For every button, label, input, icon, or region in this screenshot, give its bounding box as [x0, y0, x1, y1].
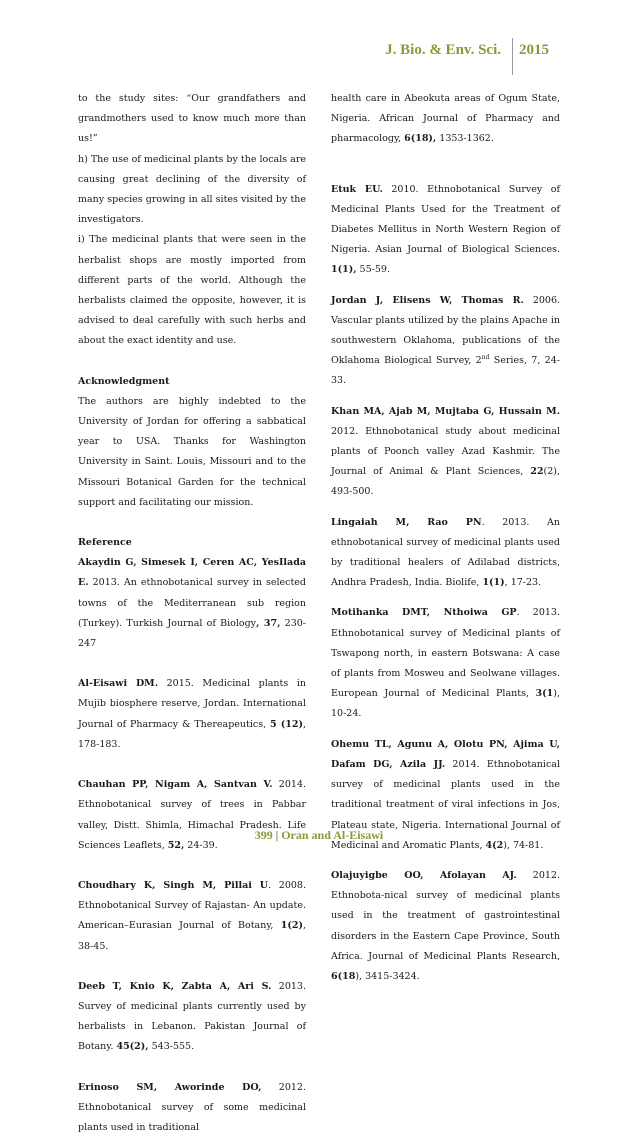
acknowledgment-heading: Acknowledgment	[78, 375, 170, 387]
reference-entry: Motihanka DMT, Nthoiwa GP. 2013. Ethnobotanical survey of Medicinal plants of Tswapong north, in eastern Botswana: A case of plants from Mosweu and Seolwane villages. European Journal of Medicinal Plants, 3(1), 10-24.	[331, 607, 560, 720]
reference-heading: Reference	[78, 537, 132, 549]
reference-continued: health care in Abeokuta areas of Ogum State, Nigeria. African Journal of Pharmacy and pharmacology, 6(18), 1353-1362.	[331, 93, 560, 145]
reference-entry: Erinoso SM, Aworinde DO, 2012. Ethnobotanical survey of some medicinal plants used in traditional	[78, 1081, 306, 1133]
point-h: h) The use of medicinal plants by the locals are causing great declining of the diversity of many species growing in all sites visited by the investigators.	[78, 153, 306, 226]
reference-entry: Olajuyigbe OO, Afolayan AJ. 2012. Ethnobota-nical survey of medicinal plants used in the treatment of gastrointestinal disorders in the Eastern Cape Province, South Africa. Journal of Medicinal Plants Research, 6(18), 3415-3424.	[331, 869, 560, 982]
page-footer	[0, 828, 638, 843]
intro-text: to the study sites: “Our grandfathers and grandmothers used to know much more than us!”	[78, 93, 306, 145]
reference-entry: Jordan J, Elisens W, Thomas R. 2006. Vascular plants utilized by the plains Apache in southwestern Oklahoma, publications of the Oklahoma Biological Survey, 2nd Series, 7, 24-33.	[331, 294, 561, 387]
journal-year: 2015	[519, 42, 549, 58]
reference-entry: Al-Eisawi DM. 2015. Medicinal plants in Mujib biosphere reserve, Jordan. International Journal of Pharmacy & Thereapeutics, 5 (12), 178-183.	[78, 678, 306, 750]
header-divider	[512, 38, 513, 75]
point-i: i) The medicinal plants that were seen in the herbalist shops are mostly imported from different parts of the world. Although the herbalists claimed the opposite, however, it is advised to deal carefully with such herbs and about the exact identity and use.	[78, 234, 306, 347]
page-header	[0, 38, 638, 78]
reference-entry: Chauhan PP, Nigam A, Santvan V. 2014. Ethnobotanical survey of trees in Pabbar valley, Distt. Shimla, Himachal Pradesh. Life Sciences Leaflets, 52, 24-39.	[78, 779, 307, 851]
right-column	[331, 89, 560, 987]
acknowledgment-text: The authors are highly indebted to the University of Jordan for offering a sabbatical year to USA. Thanks for Washington University in Saint. Louis, Missouri and to the Missouri Botanical Garden for the technical support and facilitating our mission.	[78, 395, 306, 508]
reference-entry: Khan MA, Ajab M, Mujtaba G, Hussain M. 2012. Ethnobotanical study about medicinal plants of Poonch valley Azad Kashmir. The Journal of Animal & Plant Sciences, 22(2), 493-500.	[331, 405, 560, 498]
journal-title: J. Bio. & Env. Sci.	[385, 42, 501, 58]
reference-entry: Lingaiah M, Rao PN. 2013. An ethnobotanical survey of medicinal plants used by traditional healers of Adilabad districts, Andhra Pradesh, India. Biolife, 1(1), 17-23.	[331, 516, 560, 589]
page-number: 399	[254, 828, 273, 842]
footer-authors: Oran and Al-Eisawi	[281, 828, 384, 842]
reference-entry: Etuk EU. 2010. Ethnobotanical Survey of Medicinal Plants Used for the Treatment of Diabetes Mellitus in North Western Region of Nigeria. Asian Journal of Biological Sciences. 1(1), 55-59.	[331, 183, 560, 276]
reference-entry: Ohemu TL, Agunu A, Olotu PN, Ajima U, Dafam DG, Azila JJ. 2014. Ethnobotanical survey of medicinal plants used in the traditional treatment of viral infections in Jos, Plateau state, Nigeria. International Journal of Medicinal and Aromatic Plants, 4(2), 74-81.	[331, 738, 560, 851]
reference-entry: Deeb T, Knio K, Zabta A, Ari S. 2013. Survey of medicinal plants currently used by herbalists in Lebanon. Pakistan Journal of Botany. 45(2), 543-555.	[78, 980, 306, 1053]
left-column	[78, 89, 306, 1138]
footer-separator: |	[275, 828, 279, 842]
reference-entry: Akaydin G, Simesek I, Ceren AC, YesIlada E. 2013. An ethnobotanical survey in selected towns of the Mediterranean sub region (Turkey). Turkish Journal of Biology, 37, 230-247	[78, 557, 306, 650]
reference-entry: Choudhary K, Singh M, Pillai U. 2008. Ethnobotanical Survey of Rajastan- An update. American–Eurasian Journal of Botany, 1(2), 38-45.	[78, 879, 306, 952]
